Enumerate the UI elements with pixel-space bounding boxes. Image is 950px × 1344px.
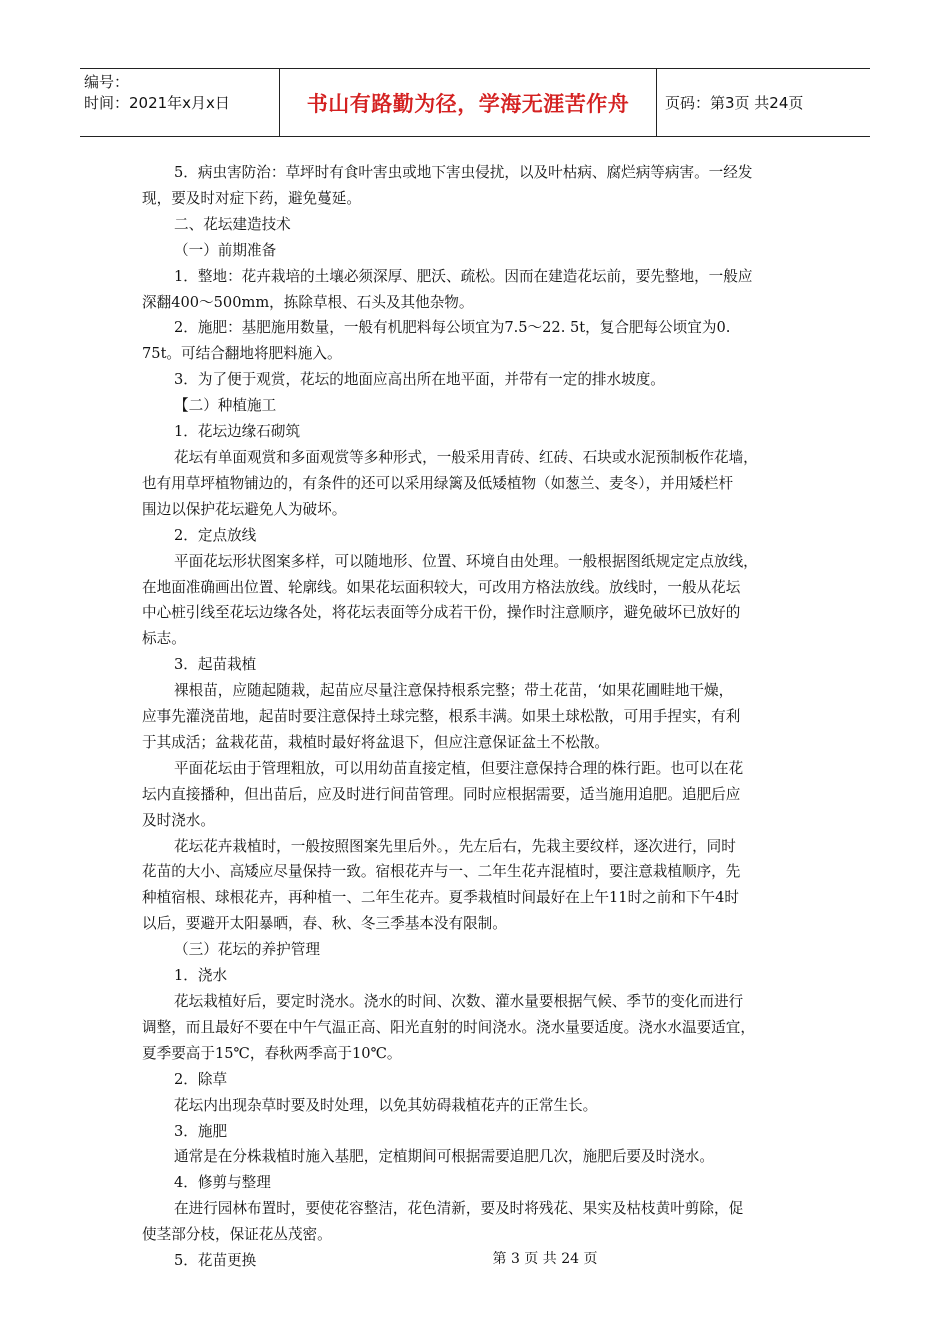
body-text-line: 深翻400～500mm，拣除草根、石头及其他杂物。	[142, 293, 474, 311]
body-text-line: 裸根苗，应随起随栽，起苗应尽量注意保持根系完整；带土花苗，‘如果花圃畦地干燥，	[174, 682, 734, 700]
body-text-line: 坛内直接播种，但出苗后，应及时进行间苗管理。同时应根据需要，适当施用追肥。追肥后应	[142, 785, 741, 803]
body-text-line: 花坛内出现杂草时要及时处理，以免其妨碍栽植花卉的正常生长。	[174, 1096, 598, 1114]
body-text-line: 通常是在分株栽植时施入基肥，定植期间可根据需要追肥几次，施肥后要及时浇水。	[174, 1148, 714, 1166]
body-text-line: 中心桩引线至花坛边缘各处，将花坛表面等分成若干份，操作时注意顺序，避免破坏已放好的	[142, 604, 741, 622]
body-text-line: 3．施肥	[174, 1122, 228, 1140]
header-page-code: 页码：第3页 共24页	[665, 94, 804, 112]
header-page-code-cell	[657, 69, 870, 136]
body-text-line: 于其成活；盆栽花苗，栽植时最好将盆退下，但应注意保证盆土不松散。	[142, 733, 610, 751]
body-text-line: 应事先灌浇苗地，起苗时要注意保持土球完整，根系丰满。如果土球松散，可用手捏实，有利	[142, 708, 741, 726]
body-text-line: 【二）种植施工	[174, 397, 277, 415]
body-text-line: 1．花坛边缘石砌筑	[174, 423, 301, 441]
footer-page-number: 第 3 页 共 24 页	[492, 1251, 598, 1267]
body-text-line: 夏季要高于15℃，春秋两季高于10℃。	[142, 1044, 402, 1062]
body-text-line: 2．施肥：基肥施用数量，一般有机肥料每公顷宜为7.5～22. 5t，复合肥每公顷宜为0.	[174, 319, 731, 337]
body-text-line: 围边以保护花坛避免人为破坏。	[142, 500, 347, 518]
document-number-label: 编号：	[84, 73, 130, 91]
body-text-line: 二、花坛建造技术	[174, 215, 291, 233]
body-text-line: 平面花坛形状图案多样，可以随地形、位置、环境自由处理。一般根据图纸规定定点放线，	[174, 552, 758, 570]
body-text-line: 以后，要避开太阳暴晒，春、秋、冬三季基本没有限制。	[142, 915, 507, 933]
document-date-label: 时间：2021年x月x日	[84, 94, 230, 112]
body-text-line: 在地面准确画出位置、轮廓线。如果花坛面积较大，可改用方格法放线。放线时，一般从花坛	[142, 578, 741, 596]
body-text-line: 种植宿根、球根花卉，再种植一、二年生花卉。夏季栽植时间最好在上午11时之前和下午4时	[142, 889, 740, 907]
page-header	[80, 68, 870, 137]
body-text-line: 花苗的大小、高矮应尽量保持一致。宿根花卉与一、二年生花卉混植时，要注意栽植顺序，先	[142, 863, 741, 881]
body-text-line: 3．起苗栽植	[174, 656, 257, 674]
header-motto-cell	[280, 69, 657, 136]
body-text-line: 花坛有单面观赏和多面观赏等多种形式，一般采用青砖、红砖、石块或水泥预制板作花墙，	[174, 448, 758, 466]
body-text-line: 也有用草坪植物铺边的，有条件的还可以采用绿篱及低矮植物（如葱兰、麦冬），并用矮栏杆	[142, 474, 734, 492]
body-text-line: （一）前期准备	[174, 241, 277, 259]
header-left-cell	[80, 69, 280, 136]
page-footer	[0, 1248, 950, 1268]
body-text-line: 3．为了便于观赏，花坛的地面应高出所在地平面，并带有一定的排水坡度。	[174, 371, 665, 389]
body-text-line: 75t。可结合翻地将肥料施入。	[142, 345, 342, 363]
body-text-line: 花坛栽植好后，要定时浇水。浇水的时间、次数、灌水量要根据气候、季节的变化而进行	[174, 993, 744, 1010]
body-text-line: 使茎部分枝，保证花丛茂密。	[142, 1226, 332, 1244]
body-text-line: 1．浇水	[174, 967, 228, 985]
body-text-line: 花坛花卉栽植时，一般按照图案先里后外。，先左后右，先栽主要纹样，逐次进行，同时	[174, 837, 736, 855]
body-text-line: 现，要及时对症下药，避免蔓延。	[142, 189, 361, 207]
body-text-line: 4．修剪与整理	[174, 1174, 271, 1192]
body-text-line: （三）花坛的养护管理	[174, 941, 320, 959]
header-motto: 书山有路勤为径，学海无涯苦作舟	[306, 91, 630, 116]
body-text-line: 平面花坛由于管理粗放，可以用幼苗直接定植，但要注意保持合理的株行距。也可以在花	[174, 759, 744, 777]
body-text-line: 及时浇水。	[142, 811, 215, 829]
body-text-line: 调整，而且最好不要在中午气温正高、阳光直射的时间浇水。浇水量要适度。浇水水温要适宜，	[142, 1018, 755, 1036]
body-text-line: 在进行园林布置时，要使花容整洁，花色清新，要及时将残花、果实及枯枝黄叶剪除，促	[174, 1200, 744, 1218]
body-text-line: 5．病虫害防治：草坪时有食叶害虫或地下害虫侵扰，以及叶枯病、腐烂病等病害。一经发	[174, 164, 753, 181]
document-body	[142, 160, 812, 1274]
body-text-line: 2．除草	[174, 1070, 228, 1088]
body-text-line: 5．花苗更换	[174, 1252, 257, 1270]
body-text-line: 2．定点放线	[174, 526, 257, 544]
body-text-line: 1．整地：花卉栽培的土壤必须深厚、肥沃、疏松。因而在建造花坛前，要先整地，一般应	[174, 267, 753, 285]
body-text-line: 标志。	[142, 630, 186, 648]
